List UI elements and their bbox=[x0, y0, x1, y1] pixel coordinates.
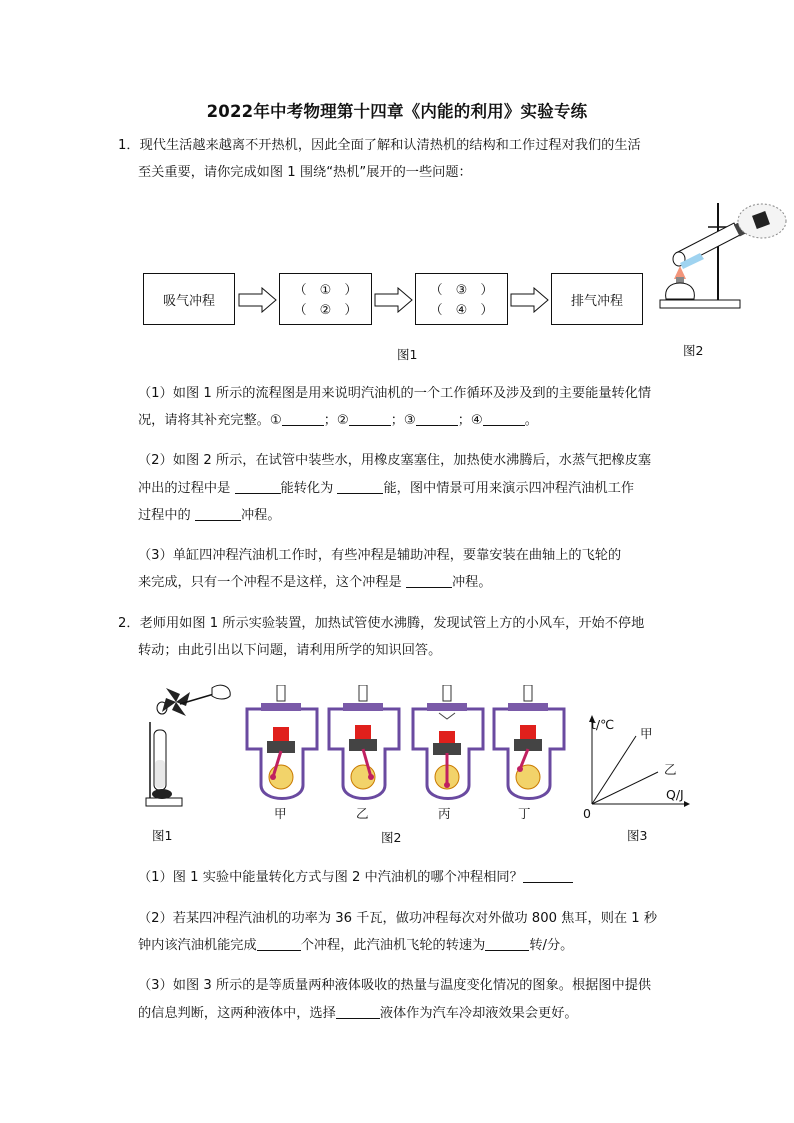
q2-sub2-text-a: 钟内该汽油机能完成 bbox=[138, 938, 257, 953]
q2-fig2-caption: 图2 bbox=[381, 830, 402, 845]
flow-box3-line1: （ ③ ） bbox=[429, 283, 494, 298]
graph-x-label: Q/J bbox=[666, 787, 684, 802]
q2-sub3-text-b: 液体作为汽车冷却液效果会更好。 bbox=[379, 1006, 578, 1021]
q1-sub2-blank-1[interactable] bbox=[235, 480, 281, 494]
q2-sub3-text-a: 的信息判断，这两种液体中，选择 bbox=[138, 1006, 336, 1021]
q2-sub2-line2 bbox=[138, 937, 573, 955]
q2-sub2-text-c: 转/分。 bbox=[529, 938, 574, 953]
q2-sub1-blank[interactable] bbox=[523, 869, 573, 883]
q1-sub1-line1: （1）如图 1 所示的流程图是用来说明汽油机的一个工作循环及涉及到的主要能量转化情 bbox=[138, 386, 652, 401]
q2-sub2-blank-2[interactable] bbox=[485, 937, 529, 951]
flow-box-2 bbox=[279, 273, 372, 325]
q1-intro-line2: 至关重要，请你完成如图 1 围绕“热机”展开的一些问题： bbox=[138, 165, 472, 180]
q2-burner bbox=[152, 789, 172, 799]
q1-sub3-blank[interactable] bbox=[406, 574, 452, 588]
q1-sub2-line1: （2）如图 2 所示，在试管中装些水，用橡皮塞塞住，加热使水沸腾后，水蒸气把橡皮塞 bbox=[138, 453, 652, 468]
hand bbox=[212, 685, 230, 699]
q1-sub2-line2 bbox=[138, 480, 634, 498]
q2-intro-line2: 转动；由此引出以下问题，请利用所学的知识回答。 bbox=[138, 643, 442, 658]
q1-sub2-line3 bbox=[138, 507, 281, 525]
q1-sub1-text-b: ；② bbox=[323, 413, 349, 428]
flow-box-intake bbox=[143, 273, 235, 325]
q1-figure2-test-tube-apparatus bbox=[650, 193, 790, 323]
q1-intro-line1: 1．现代生活越来越离不开热机，因此全面了解和认清热机的结构和工作过程对我们的生活 bbox=[118, 138, 641, 153]
q1-blank-3[interactable] bbox=[416, 412, 458, 426]
flow-arrow-3 bbox=[510, 287, 550, 313]
q1-sub1-text-a: 况，请将其补充完整。① bbox=[138, 413, 282, 428]
engine-ding bbox=[490, 685, 568, 801]
stand-base bbox=[660, 300, 740, 308]
test-tube bbox=[673, 223, 740, 269]
graph-y-label: t/℃ bbox=[591, 717, 615, 732]
flow-box2-line1: （ ① ） bbox=[293, 283, 358, 298]
steam-cloud bbox=[738, 204, 786, 238]
flow-box2-line2: （ ② ） bbox=[293, 303, 358, 318]
q1-sub3-text-a: 来完成，只有一个冲程不是这样，这个冲程是 bbox=[138, 575, 406, 590]
flow-arrow-2 bbox=[374, 287, 414, 313]
q2-fig1-caption: 图1 bbox=[152, 828, 173, 843]
q1-sub3-text-b: 冲程。 bbox=[451, 575, 492, 590]
q1-fig2-caption: 图2 bbox=[683, 343, 704, 358]
alcohol-burner bbox=[666, 277, 695, 299]
flow-arrow-1 bbox=[238, 287, 278, 313]
q2-intro-line1: 2．老师用如图 1 所示实验装置，加热试管使水沸腾，发现试管上方的小风车，开始不停地 bbox=[118, 616, 645, 631]
q2-stand-base bbox=[146, 798, 182, 806]
q1-sub2-blank-2[interactable] bbox=[337, 480, 383, 494]
q1-blank-4[interactable] bbox=[483, 412, 525, 426]
q2-figure1-pinwheel-apparatus bbox=[140, 682, 240, 812]
q2-sub3-line1: （3）如图 3 所示的是等质量两种液体吸收的热量与温度变化情况的图象。根据图中提供 bbox=[138, 978, 652, 993]
flow-box-exhaust bbox=[551, 273, 643, 325]
flow-exhaust-label: 排气冲程 bbox=[570, 293, 623, 309]
engine-label-4: 丁 bbox=[518, 806, 531, 821]
q1-sub2-text-e: 冲程。 bbox=[240, 508, 281, 523]
q1-sub1-text-c: ；③ bbox=[390, 413, 416, 428]
q1-blank-1[interactable] bbox=[282, 412, 324, 426]
q2-sub2-text-b: 个冲程，此汽油机飞轮的转速为 bbox=[300, 938, 486, 953]
q2-sub1-line bbox=[138, 869, 573, 887]
q1-fig1-caption: 图1 bbox=[397, 347, 418, 362]
engine-bing bbox=[409, 685, 487, 801]
flow-box-3 bbox=[415, 273, 508, 325]
flow-intake-label: 吸气冲程 bbox=[162, 293, 215, 309]
q1-sub1-end: 。 bbox=[524, 413, 538, 428]
q1-sub2-text-a: 冲出的过程中是 bbox=[138, 481, 235, 496]
q2-sub3-blank[interactable] bbox=[336, 1005, 380, 1019]
engine-label-2: 乙 bbox=[356, 806, 369, 821]
graph-series-yi: 乙 bbox=[664, 762, 677, 777]
engine-jia bbox=[243, 685, 321, 801]
graph-series-jia: 甲 bbox=[640, 726, 653, 741]
q1-sub1-line2 bbox=[138, 412, 538, 430]
q2-sub2-blank-1[interactable] bbox=[257, 937, 301, 951]
q1-sub3-line2 bbox=[138, 574, 492, 592]
graph-origin: 0 bbox=[583, 806, 591, 821]
page-title: 2022年中考物理第十四章《内能的利用》实验专练 bbox=[206, 102, 588, 121]
q2-fig3-caption: 图3 bbox=[627, 828, 648, 843]
q2-sub1-text: （1）图 1 实验中能量转化方式与图 2 中汽油机的哪个冲程相同？ bbox=[138, 870, 523, 885]
engine-yi bbox=[325, 685, 403, 801]
q1-sub3-line1: （3）单缸四冲程汽油机工作时，有些冲程是辅助冲程，要靠安装在曲轴上的飞轮的 bbox=[138, 548, 622, 563]
q1-sub2-text-b: 能转化为 bbox=[280, 481, 338, 496]
q1-sub2-text-c: 能，图中情景可用来演示四冲程汽油机工作 bbox=[383, 481, 635, 496]
q2-sub2-line1: （2）若某四冲程汽油机的功率为 36 千瓦，做功冲程每次对外做功 800 焦耳，则在 1 秒 bbox=[138, 911, 658, 926]
flow-box3-line2: （ ④ ） bbox=[429, 303, 494, 318]
q1-blank-2[interactable] bbox=[349, 412, 391, 426]
engine-label-3: 丙 bbox=[438, 806, 451, 821]
q1-sub2-blank-3[interactable] bbox=[195, 507, 241, 521]
engine-label-1: 甲 bbox=[274, 806, 287, 821]
q1-sub2-text-d: 过程中的 bbox=[138, 508, 195, 523]
q1-sub1-text-d: ；④ bbox=[457, 413, 483, 428]
q2-figure2-engines bbox=[243, 685, 568, 801]
q2-sub3-line2 bbox=[138, 1005, 578, 1023]
